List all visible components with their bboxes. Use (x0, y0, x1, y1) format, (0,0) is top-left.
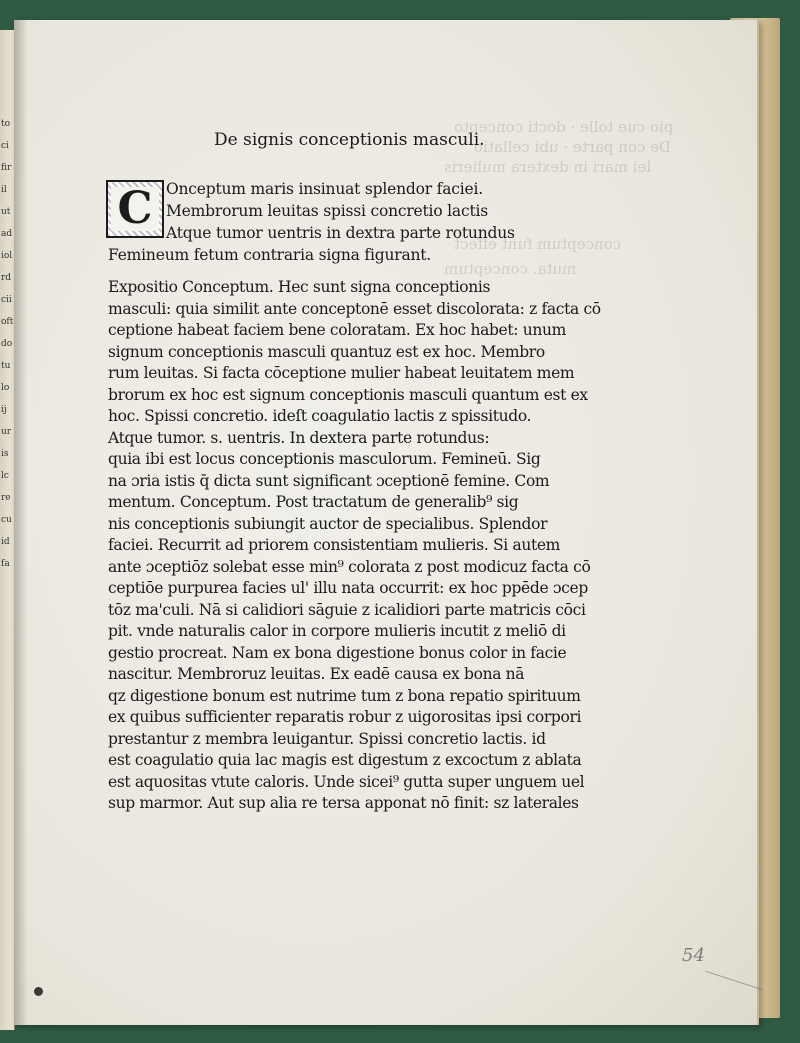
leaf-fragment: lo (1, 383, 10, 393)
commentary-line: ante ɔceptiōz solebat esse min⁹ colorata z post modicuz facta cō (108, 557, 591, 576)
commentary-line: signum conceptionis masculi quantuz est ex hoc. Membro (108, 342, 545, 361)
commentary-line: tōz ma'culi. Nā si calidiori sāguie z icalidiori parte matricis cōci (108, 600, 586, 619)
leaf-fragment: iol (1, 251, 13, 261)
page-hole (34, 987, 43, 996)
leaf-fragment: cu (1, 515, 12, 525)
folio-number: 54 (682, 945, 705, 966)
page-heading: De signis conceptionis masculi. (214, 130, 485, 150)
leaf-fragment: fir (1, 163, 12, 173)
leaf-fragment: is (1, 449, 9, 459)
leaf-fragment: ci (1, 141, 9, 151)
commentary-line: nascitur. Membroruz leuitas. Ex eadē causa ex bona nā (108, 665, 525, 683)
commentary-line: Atque tumor. s. uentris. In dextera parte rotundus: (108, 428, 490, 447)
commentary-line: pit. vnde naturalis calor in corpore mulieris incutit z meliō di (108, 622, 566, 640)
leaf-fragment: il (1, 185, 7, 195)
commentary-line: gestio procreat. Nam ex bona digestione bonus color in facie (108, 643, 567, 662)
show-through-text: pio cue tolle · docti concepto (454, 118, 674, 136)
verse-line: Femineum fetum contraria signa figurant. (108, 246, 432, 264)
commentary-line: faciei. Recurrit ad priorem consistentiam mulieris. Si autem (108, 536, 561, 554)
spine-shadow (14, 20, 28, 1025)
commentary-line: sup marmor. Aut sup alia re tersa apponat nō finit: sz laterales (108, 794, 579, 812)
leaf-fragment: fa (1, 559, 10, 569)
leaf-fragment: cii (1, 295, 12, 305)
leaf-fragment: ut (1, 207, 11, 217)
show-through-text: conceptum funt effect (454, 235, 622, 253)
leaf-fragment: oft (1, 317, 14, 327)
leaf-fragment: ij (1, 405, 7, 415)
verse-line: Membrorum leuitas spissi concretio lactis (166, 202, 488, 220)
show-through-text: De con parte · ubi cellatio (474, 138, 671, 156)
commentary-line: qz digestione bonum est nutrime tum z bona repatio spirituum (108, 686, 581, 705)
leaf-fragment: tu (1, 361, 11, 371)
show-through-text: muta. conceptum (444, 260, 577, 278)
verse-line: Onceptum maris insinuat splendor faciei. (166, 180, 483, 198)
commentary-line: brorum ex hoc est signum conceptionis masculi quantum est ex (108, 385, 588, 404)
book-page (14, 20, 759, 1025)
leaf-fragment: id (1, 537, 10, 547)
leaf-fragment: lc (1, 471, 9, 481)
leaf-fragment: ad (1, 229, 13, 239)
leaf-fragment: re (1, 493, 11, 503)
commentary-line: prestantur z membra leuigantur. Spissi concretio lactis. id (108, 729, 546, 748)
leaf-fragment: to (1, 119, 11, 129)
leaf-fragment: do (1, 339, 13, 349)
commentary-line: est coagulatio quia lac magis est digestum z excoctum z ablata (108, 751, 582, 769)
commentary-line: masculi: quia similit ante conceptonē esset discolorata: z facta cō (108, 299, 601, 318)
commentary-line: rum leuitas. Si facta cōceptione mulier habeat leuitatem mem (108, 364, 575, 382)
commentary-line: hoc. Spissi concretio. ideſt coagulatio lactis z spissitudo. (108, 407, 532, 425)
commentary-line: ex quibus sufficienter reparatis robur z uigorositas ipsi corpori (108, 708, 582, 726)
commentary-line: Expositio Conceptum. Hec sunt signa conceptionis (108, 278, 491, 296)
commentary-line: mentum. Conceptum. Post tractatum de generalib⁹ sig (108, 493, 519, 511)
verse-line: Atque tumor uentris in dextra parte rotundus (166, 224, 515, 242)
previous-leaf-edge (0, 30, 15, 1030)
commentary-line: na ɔria istis q̄ dicta sunt significant ɔceptionē femine. Com (108, 471, 550, 490)
show-through-text: lei mari in dextera mulieris (444, 158, 652, 176)
commentary-line: quia ibi est locus conceptionis masculorum. Femineū. Sig (108, 450, 541, 468)
commentary-line: ceptione habeat faciem bene coloratam. Ex hoc habet: unum (108, 321, 566, 339)
pencil-mark (705, 971, 762, 990)
leaf-fragment: rd (1, 273, 12, 283)
commentary-line: ceptiōe purpurea facies ul' illu nata occurrit: ex hoc ppēde ɔcep (108, 579, 588, 597)
commentary-line: nis conceptionis subiungit auctor de specialibus. Splendor (108, 514, 548, 533)
commentary-line: est aquositas vtute caloris. Unde sicei⁹ gutta super unguem uel (108, 772, 585, 791)
initial-letter: C (111, 187, 158, 231)
leaf-fragment: ur (1, 427, 12, 437)
decorated-initial (106, 180, 164, 238)
